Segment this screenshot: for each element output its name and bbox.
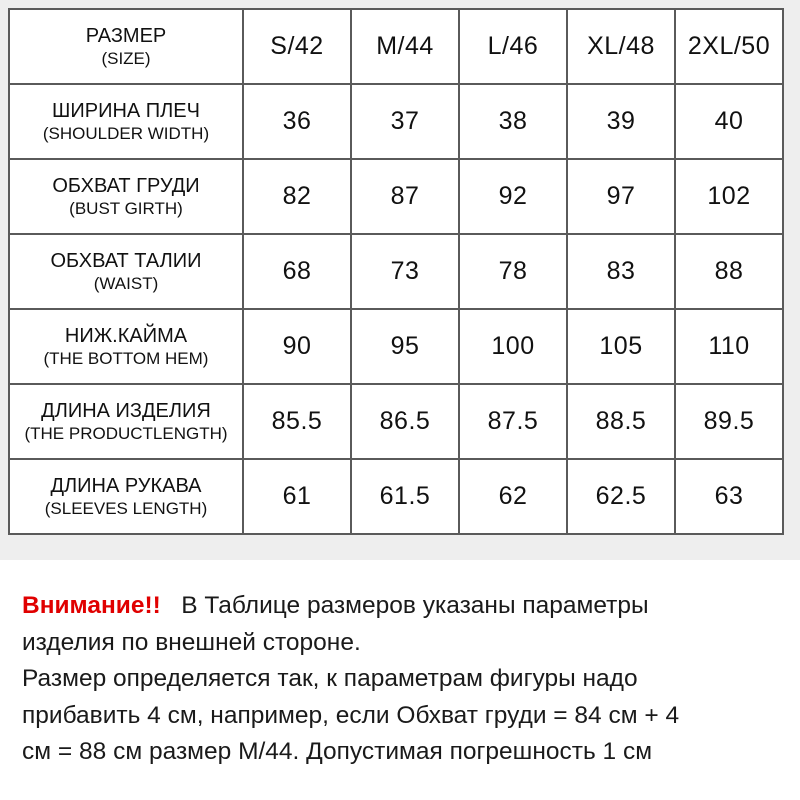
row-label-shoulder-width [9,84,243,159]
row-label-sleeves-length [9,459,243,534]
table-cell: 78 [459,234,567,309]
table-row [9,459,783,534]
table-cell: 37 [351,84,459,159]
table-cell: 95 [351,309,459,384]
table-cell: 102 [675,159,783,234]
table-row [9,84,783,159]
table-cell: 82 [243,159,351,234]
row-label-product-length [9,384,243,459]
table-cell: 87.5 [459,384,567,459]
table-cell: 89.5 [675,384,783,459]
table-cell: 73 [351,234,459,309]
row-label-bust-girth [9,159,243,234]
table-cell: 68 [243,234,351,309]
size-l46: L/46 [459,9,567,84]
table-row [9,309,783,384]
note-line-3: Размер определяется так, к параметрам фигуры надо [22,665,638,692]
size-note [22,588,792,771]
table-cell: 88 [675,234,783,309]
table-cell: 86.5 [351,384,459,459]
table-row [9,159,783,234]
note-line-1 [22,588,792,625]
table-row [9,234,783,309]
note-line-5: см = 88 см размер M/44. Допустимая погрешность 1 см [22,738,653,765]
size-chart-table [8,8,784,535]
row-label-en: (SLEEVES LENGTH) [44,498,208,518]
row-label-en: (SHOULDER WIDTH) [42,123,210,143]
size-m44: M/44 [351,9,459,84]
row-label-waist [9,234,243,309]
table-row [9,384,783,459]
table-cell: 38 [459,84,567,159]
table-cell: 105 [567,309,675,384]
size-label-ru: РАЗМЕР [85,24,167,47]
row-label-ru: ОБХВАТ ГРУДИ [52,174,200,197]
table-cell: 63 [675,459,783,534]
row-label-en: (THE BOTTOM HEM) [43,348,209,368]
row-label-ru: ДЛИНА ИЗДЕЛИЯ [41,399,211,422]
row-label-en: (BUST GIRTH) [69,198,183,218]
table-cell: 110 [675,309,783,384]
size-s42: S/42 [243,9,351,84]
table-cell: 61.5 [351,459,459,534]
size-2xl50: 2XL/50 [675,9,783,84]
table-cell: 36 [243,84,351,159]
note-line-2: изделия по внешней стороне. [22,628,361,656]
size-header-cell [9,9,243,84]
row-label-ru: ДЛИНА РУКАВА [50,474,202,497]
row-label-en: (THE PRODUCTLENGTH) [24,423,228,443]
table-cell: 62.5 [567,459,675,534]
table-cell: 61 [243,459,351,534]
size-header-row [9,9,783,84]
warning-label: Внимание!! [22,592,161,619]
table-cell: 100 [459,309,567,384]
row-label-bottom-hem [9,309,243,384]
table-cell: 40 [675,84,783,159]
row-label-ru: НИЖ.КАЙМА [64,324,188,347]
table-cell: 85.5 [243,384,351,459]
table-cell: 97 [567,159,675,234]
row-label-ru: ШИРИНА ПЛЕЧ [52,99,200,122]
note-line-1-text: В Таблице размеров указаны параметры [181,592,649,619]
table-cell: 92 [459,159,567,234]
table-cell: 90 [243,309,351,384]
size-label-en: (SIZE) [101,48,151,68]
note-line-4: прибавить 4 см, например, если Обхват груди = 84 см + 4 [22,701,680,729]
table-cell: 83 [567,234,675,309]
table-cell: 62 [459,459,567,534]
row-label-ru: ОБХВАТ ТАЛИИ [50,249,202,272]
table-cell: 88.5 [567,384,675,459]
table-cell: 87 [351,159,459,234]
table-cell: 39 [567,84,675,159]
size-xl48: XL/48 [567,9,675,84]
row-label-en: (WAIST) [93,273,159,293]
